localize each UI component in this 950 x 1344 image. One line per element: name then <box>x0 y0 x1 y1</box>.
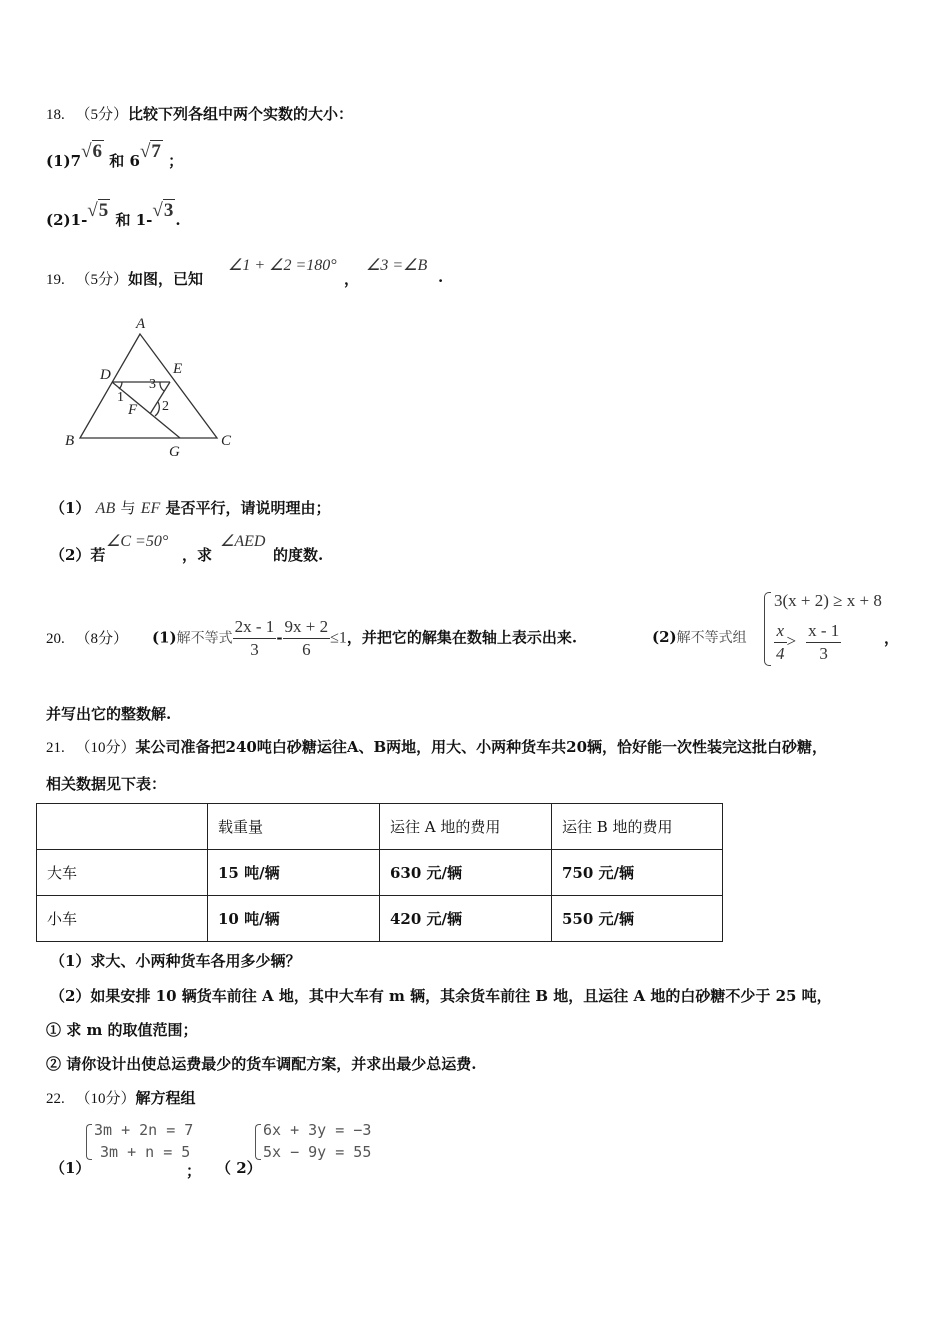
q18-p2-and: 和 <box>115 211 131 229</box>
q21-stem1: 某公司准备把240吨白砂糖运往A、B两地，用大、小两种货车共20辆，恰好能一次性装完这批白砂糖， <box>135 738 828 756</box>
q20-f1-den: 3 <box>250 640 259 659</box>
q19-s1-label: （1） <box>50 499 91 517</box>
q19-s1-ef: EF <box>140 500 161 517</box>
q18-p2-end: . <box>175 211 181 229</box>
q20-p1-rest: ，并把它的解集在数轴上表示出来. <box>346 628 578 647</box>
q19-sub2 <box>50 544 105 565</box>
q20-f1-num: 2x - 1 <box>233 616 277 639</box>
label-angle-3: 3 <box>149 377 156 392</box>
q18-p1-sqrt7: √7 <box>139 141 161 162</box>
q20-p1-text: 解不等式 <box>176 630 233 647</box>
q18-line <box>46 103 353 124</box>
label-g: G <box>169 444 180 460</box>
q19-s2-cond: ∠C =50° <box>106 533 169 550</box>
q20-line <box>46 627 128 648</box>
q19-s1-with: 与 <box>120 499 136 517</box>
table-cell: 15 吨/辆 <box>208 850 380 896</box>
label-e: E <box>173 361 183 377</box>
q18-part2 <box>46 200 181 231</box>
q18-p2-radicand2: 3 <box>163 200 174 221</box>
q22-sys2-eq2: 5x − 9y = 55 <box>263 1143 372 1161</box>
q20-f2-num: 9x + 2 <box>283 616 331 639</box>
label-angle-1: 1 <box>117 390 124 405</box>
q20-number: 20. <box>46 631 65 647</box>
q18-p1-label: (1)7 <box>46 152 82 170</box>
q22-separator: ； <box>186 1162 202 1180</box>
q21-sub2: （2）如果安排 10 辆货车前往 A 地，其中大车有 m 辆，其余货车前往 B 地，且运往 A 地的白砂糖不少于 25 吨， <box>50 987 832 1005</box>
q20-leq: ≤1 <box>330 629 347 647</box>
q22-line <box>46 1087 196 1108</box>
q19-s1-text: 是否平行，请说明理由； <box>165 499 331 517</box>
q19-s2-text: ，求 <box>182 546 213 564</box>
q20-p1-label: (1) <box>152 628 177 647</box>
q22-sys1-eq1: 3m + 2n = 7 <box>94 1121 194 1139</box>
q22-score: （10分） <box>75 1091 136 1107</box>
label-c: C <box>221 433 232 449</box>
q22-stem: 解方程组 <box>135 1089 196 1107</box>
q20-p2-text: 解不等式组 <box>676 630 747 646</box>
table-cell: 420 元/辆 <box>380 896 552 942</box>
table-row <box>37 896 723 942</box>
q18-p1-radicand: 6 <box>92 141 103 162</box>
q22-sys2-eq1: 6x + 3y = −3 <box>263 1121 372 1139</box>
table-row <box>37 850 723 896</box>
q19-figure <box>62 312 242 462</box>
q18-score: （5分） <box>75 107 129 123</box>
q20-sys-f1-den: 4 <box>776 644 785 663</box>
q18-p2-label: (2)1- <box>46 211 88 229</box>
q19-cond2: ∠3 =∠B <box>366 257 428 274</box>
q19-s2-end: 的度数. <box>273 546 324 564</box>
q18-p1-and: 和 <box>109 152 125 170</box>
q21-data-table <box>36 803 723 942</box>
q20-trailing-comma: ， <box>884 629 900 647</box>
table-cell: 10 吨/辆 <box>208 896 380 942</box>
q21-score: （10分） <box>75 740 136 756</box>
table-header-cell: 运往 A 地的费用 <box>380 804 552 850</box>
label-a: A <box>136 316 146 332</box>
q19-stem: 如图，已知 <box>128 270 204 288</box>
table-cell: 750 元/辆 <box>552 850 723 896</box>
q19-sub1 <box>50 497 331 518</box>
label-d: D <box>100 367 111 383</box>
table-cell: 大车 <box>37 850 208 896</box>
label-b: B <box>65 433 75 449</box>
q18-p1-sqrt6: √6 <box>81 141 103 162</box>
q19-s2-label: （2）若 <box>50 546 106 564</box>
q19-s2-angle: ∠AED <box>220 533 266 550</box>
q22-sys2-brace <box>255 1124 261 1160</box>
q18-p2-sqrt3: √3 <box>152 200 174 221</box>
table-header-row <box>37 804 723 850</box>
q20-sys-gt: > <box>786 631 797 651</box>
q18-number: 18. <box>46 107 65 123</box>
q20-sys-f2-num: x - 1 <box>806 620 841 643</box>
q20-part2 <box>652 627 747 647</box>
q18-stem: 比较下列各组中两个实数的大小： <box>128 105 354 123</box>
table-cell: 550 元/辆 <box>552 896 723 942</box>
q20-sys-f2-den: 3 <box>819 644 828 663</box>
q18-p2-radicand: 5 <box>98 200 109 221</box>
q20-f2-den: 6 <box>302 640 311 659</box>
table-header-cell <box>37 804 208 850</box>
q20-sys-line1: 3(x + 2) ≥ x + 8 <box>774 591 882 610</box>
q21-line1 <box>46 736 827 757</box>
q18-p1-six: 6 <box>129 152 140 170</box>
table-header-cell: 运往 B 地的费用 <box>552 804 723 850</box>
q22-p2-label: （ 2） <box>216 1159 262 1177</box>
q21-number: 21. <box>46 740 65 756</box>
table-cell: 小车 <box>37 896 208 942</box>
q19-cond1: ∠1 + ∠2 =180° <box>228 257 337 274</box>
q18-p2-one: 1- <box>135 211 153 229</box>
q19-comma: ， <box>344 270 360 288</box>
q18-p1-radicand2: 7 <box>151 141 161 162</box>
q18-p1-end: ； <box>168 152 184 170</box>
q20-line2: 并写出它的整数解. <box>46 705 172 723</box>
q22-p1-label: （1） <box>50 1159 91 1177</box>
angle-arc-3 <box>160 382 164 391</box>
label-angle-2: 2 <box>162 399 169 414</box>
q22-sys1-eq2: 3m + n = 5 <box>100 1143 191 1161</box>
q20-system-brace <box>764 592 771 666</box>
table-cell: 630 元/辆 <box>380 850 552 896</box>
q20-sys-frac1 <box>774 620 787 665</box>
q19-s1-ab: AB <box>95 500 116 517</box>
q21-line2: 相关数据见下表： <box>46 775 167 793</box>
q19-line <box>46 268 203 289</box>
q20-sys-line2 <box>774 620 841 665</box>
q21-sub2a: ① 求 m 的取值范围； <box>46 1021 198 1039</box>
q21-sub2b: ② 请你设计出使总运费最少的货车调配方案，并求出最少总运费. <box>46 1055 477 1073</box>
q20-sys-f1-num: x <box>774 620 787 643</box>
q20-fraction-1 <box>233 616 277 661</box>
q22-sys1-brace <box>86 1124 92 1160</box>
q18-part1 <box>46 141 184 172</box>
angle-arc-1 <box>119 382 122 389</box>
q19-score: （5分） <box>75 272 129 288</box>
q20-sys-frac2 <box>806 620 841 665</box>
q20-part1 <box>152 616 577 661</box>
q20-p2-label: (2) <box>652 628 677 646</box>
q22-number: 22. <box>46 1091 65 1107</box>
q20-fraction-2 <box>283 616 331 661</box>
table-header-cell: 载重量 <box>208 804 380 850</box>
q21-sub1: （1）求大、小两种货车各用多少辆？ <box>50 952 301 970</box>
q20-minus: - <box>276 628 283 647</box>
q18-p2-sqrt5: √5 <box>87 200 109 221</box>
q20-score: （8分） <box>75 631 129 647</box>
q19-end: . <box>438 268 444 286</box>
q19-number: 19. <box>46 272 65 288</box>
label-f: F <box>128 402 138 418</box>
